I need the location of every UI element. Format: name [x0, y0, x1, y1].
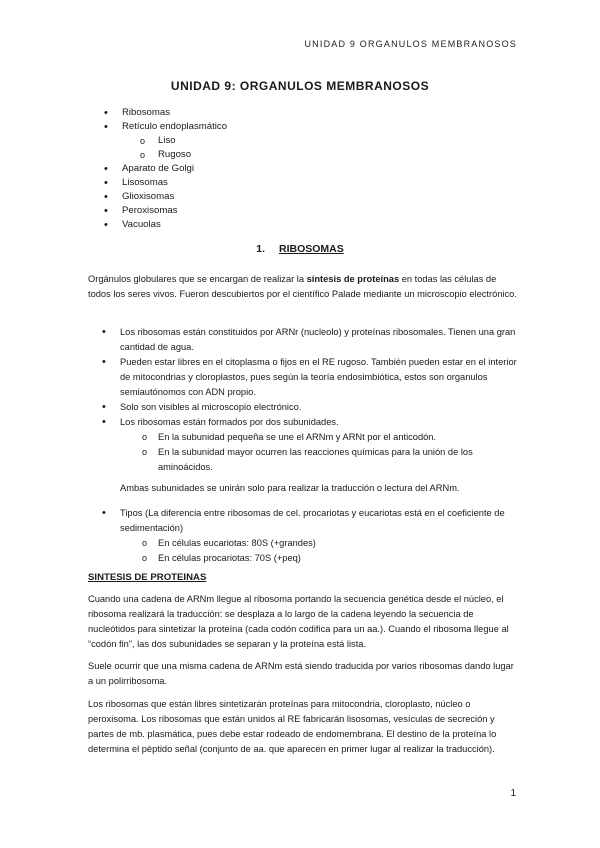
section-title: RIBOSOMAS — [279, 243, 344, 255]
topic-item: • Peroxisomas — [104, 204, 227, 218]
topics-list — [104, 106, 227, 232]
subsection-heading-sintesis: SINTESIS DE PROTEINAS — [88, 572, 207, 583]
page-number: 1 — [510, 788, 516, 799]
ribosome-types-list — [100, 506, 520, 566]
list-item — [100, 415, 520, 475]
subtopic-item: o Rugoso — [104, 148, 227, 162]
list-item-text: Los ribosomas están formados por dos subunidades. — [120, 417, 339, 427]
section-number: 1. — [256, 243, 265, 255]
list-item — [100, 506, 520, 566]
topic-item: • Ribosomas — [104, 106, 227, 120]
list-item: • Solo son visibles al microscopio electrónico. — [100, 400, 520, 415]
intro-emphasis: síntesis de proteínas — [306, 274, 400, 284]
list-item: • Los ribosomas están constituidos por ARNr (nucleolo) y proteínas ribosomales. Tienen una gran cantidad de agua. — [100, 325, 520, 355]
synthesis-paragraph-3: Los ribosomas que están libres sintetizarán proteínas para mitocondria, cloroplasto, núcleo o peroxisoma. Los ribosomas que están unidos al RE fabricarán lisosomas, vesículas de secreción y partes de mb. plasmática, pues debe estar rodeado de endomembrana. El destino de la proteína lo determina el péptido señal (conjunto de aa. que aparecen en primer lugar al realizar la traducción). — [88, 699, 497, 754]
sublist-item: o En células procariotas: 70S (+peq) — [120, 551, 520, 566]
topic-item: • Vacuolas — [104, 218, 227, 232]
ribosomas-facts-list — [100, 325, 520, 475]
ribosomas-intro-paragraph — [88, 272, 518, 302]
topic-item: • Aparato de Golgi — [104, 162, 227, 176]
topic-item: • Glioxisomas — [104, 190, 227, 204]
list-item-text: Tipos (La diferencia entre ribosomas de cel. procariotas y eucariotas está en el coeficiente de sedimentación) — [120, 508, 505, 533]
subtopic-item: o Liso — [104, 134, 227, 148]
intro-text: Orgánulos globulares que se encargan de realizar la — [88, 274, 307, 284]
synthesis-paragraph-1: Cuando una cadena de ARNm llegue al ribosoma portando la secuencia genética desde el núcleo, el ribosoma realizará la traducción: se desplaza a lo largo de la cadena leyendo la secuencia de nucleótidos para sintetizar la proteína (cada codón codifica para un aa.). Cuando el ribosoma llegue al “codón fin”, las dos subunidades se separan y la proteína está lista. — [88, 594, 509, 649]
topic-item: • Lisosomas — [104, 176, 227, 190]
sublist-item: o En la subunidad pequeña se une el ARNm y ARNt por el anticodón. — [120, 430, 520, 445]
sublist — [120, 430, 520, 475]
running-header: UNIDAD 9 ORGANULOS MEMBRANOSOS — [304, 39, 517, 49]
topic-item: • Retículo endoplasmático — [104, 120, 227, 134]
section-heading-ribosomas — [0, 243, 600, 255]
sublist-item: o En células eucariotas: 80S (+grandes) — [120, 536, 520, 551]
subunits-note: Ambas subunidades se unirán solo para realizar la traducción o lectura del ARNm. — [120, 483, 460, 493]
synthesis-paragraph-2: Suele ocurrir que una misma cadena de ARNm está siendo traducida por varios ribosomas dando lugar a un polirribosoma. — [88, 661, 514, 686]
sublist — [120, 536, 520, 566]
sublist-item: o En la subunidad mayor ocurren las reacciones químicas para la unión de los aminoácidos. — [120, 445, 520, 475]
document-title: UNIDAD 9: ORGANULOS MEMBRANOSOS — [170, 79, 430, 93]
list-item: • Pueden estar libres en el citoplasma o fijos en el RE rugoso. También pueden estar en el interior de mitocondrias y cloroplastos, pues según la teoría endosimbiótica, estos son organulos semiautónomos con ADN propio. — [100, 355, 520, 400]
intro-text-cont: en todas las células de todos los seres vivos. Fueron descubiertos por el científico Palade mediante un microscopio electrónico. — [88, 274, 517, 299]
